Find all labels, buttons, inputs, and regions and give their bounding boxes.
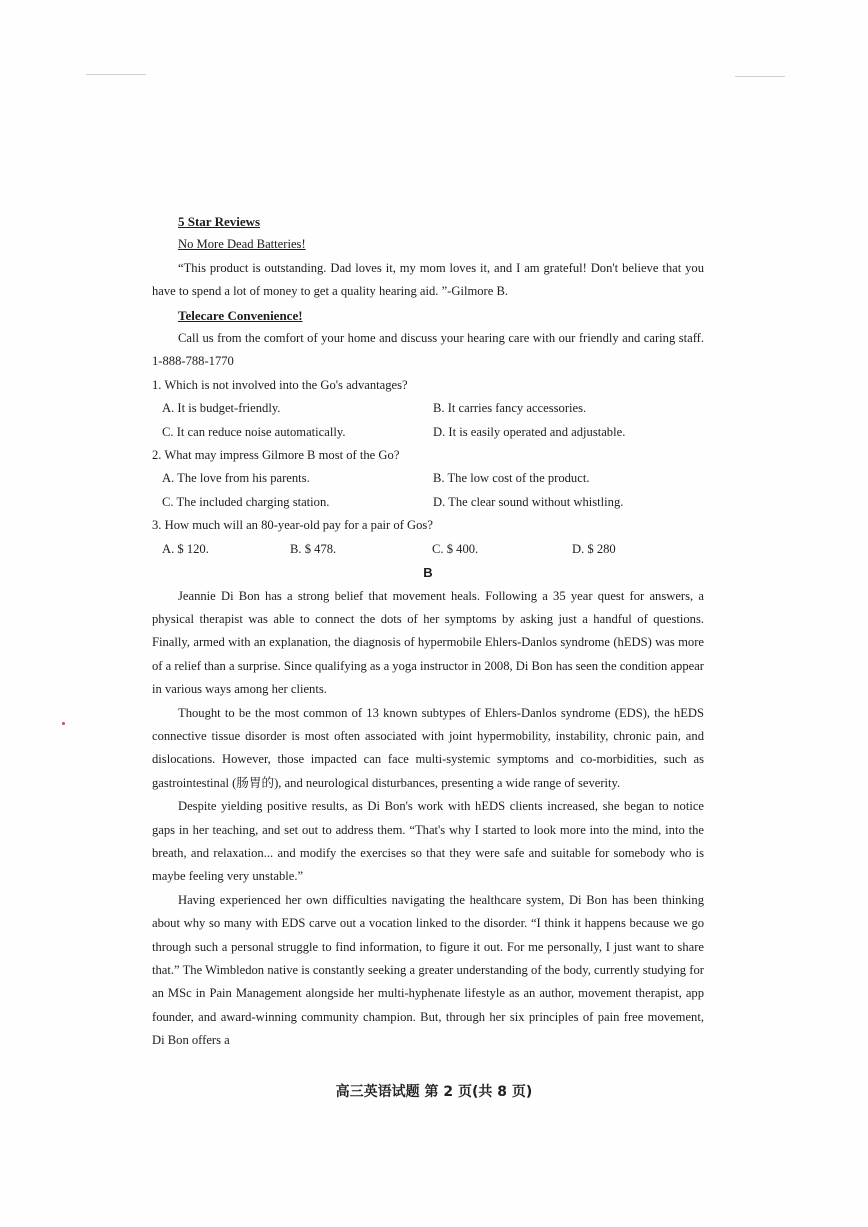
review-text: “This product is outstanding. Dad loves it, my mom loves it, and I am grateful! Don't believe that you have to spend a lot of money to get a quality hearing aid. ”-Gilmore B. — [152, 260, 704, 299]
option-d: D. $ 280 — [572, 541, 616, 556]
page-content — [152, 210, 704, 1053]
telecare-text: Call us from the comfort of your home and discuss your hearing care with our friendly and caring staff. 1-888-788-1770 — [152, 331, 704, 369]
question-2: 2. What may impress Gilmore B most of the Go? — [152, 448, 400, 463]
option-a: A. The love from his parents. — [162, 471, 310, 486]
question-2-options — [152, 467, 704, 514]
page-footer: 高三英语试题 第 2 页(共 8 页) — [335, 1084, 533, 1100]
passage-paragraph-3: Despite yielding positive results, as Di Bon's work with hEDS clients increased, she began to notice gaps in her teaching, and set out to address them. “That's why I started to look more into the mind, into the breath, and relaxation... and modify the exercises so that they were safe and suitable for somebody who is maybe feeling very unstable.” — [152, 799, 704, 884]
section-b-letter: B — [423, 565, 433, 581]
option-a: A. It is budget-friendly. — [162, 401, 281, 416]
passage-paragraph-2: Thought to be the most common of 13 known subtypes of Ehlers-Danlos syndrome (EDS), the hEDS connective tissue disorder is most often associated with joint hypermobility, instability, chronic pain, and dislocations. However, those impacted can face multi-systemic symptoms and co-morbidities, such as gastrointestinal (肠胃的), and neurological disturbances, presenting a wide range of severity. — [152, 705, 704, 790]
option-b: B. The low cost of the product. — [433, 471, 590, 486]
scan-artifact — [735, 76, 785, 77]
option-d: D. It is easily operated and adjustable. — [433, 424, 626, 439]
question-3-options — [152, 538, 704, 561]
question-1-options — [152, 397, 704, 444]
section-title: 5 Star Reviews — [178, 214, 261, 229]
option-c: C. The included charging station. — [162, 494, 330, 509]
passage-paragraph-4: Having experienced her own difficulties navigating the healthcare system, Di Bon has been thinking about why so many with EDS carve out a vocation linked to the disorder. “I think it happens because we go through such a personal struggle to find information, to figure it out. For me personally, I just want to share that.” The Wimbledon native is constantly seeking a greater understanding of the body, currently studying for an MSc in Pain Management alongside her multi-hyphenate lifestyle as an author, movement therapist, app founder, and award-winning community champion. But, through her six principles of pain free movement, Di Bon offers a — [152, 892, 704, 1048]
option-d: D. The clear sound without whistling. — [433, 494, 624, 509]
passage-paragraph-1: Jeannie Di Bon has a strong belief that movement heals. Following a 35 year quest for answers, a physical therapist was able to connect the dots of her symptoms by asking just a handful of questions. Finally, armed with an explanation, the diagnosis of hypermobile Ehlers-Danlos syndrome (hEDS) was more of a relief than a surprise. Since qualifying as a yoga instructor in 2008, Di Bon has seen the condition appear in various ways among her clients. — [152, 588, 704, 697]
option-a: A. $ 120. — [162, 541, 209, 556]
option-c: C. It can reduce noise automatically. — [162, 424, 346, 439]
scan-artifact-dot — [62, 722, 65, 725]
question-3: 3. How much will an 80-year-old pay for a pair of Gos? — [152, 518, 433, 533]
telecare-heading: Telecare Convenience! — [178, 307, 303, 323]
review-heading: No More Dead Batteries! — [178, 237, 306, 252]
option-c: C. $ 400. — [432, 541, 479, 556]
scan-artifact — [86, 74, 146, 75]
question-1: 1. Which is not involved into the Go's advantages? — [152, 377, 408, 392]
option-b: B. $ 478. — [290, 541, 337, 556]
option-b: B. It carries fancy accessories. — [433, 401, 587, 416]
